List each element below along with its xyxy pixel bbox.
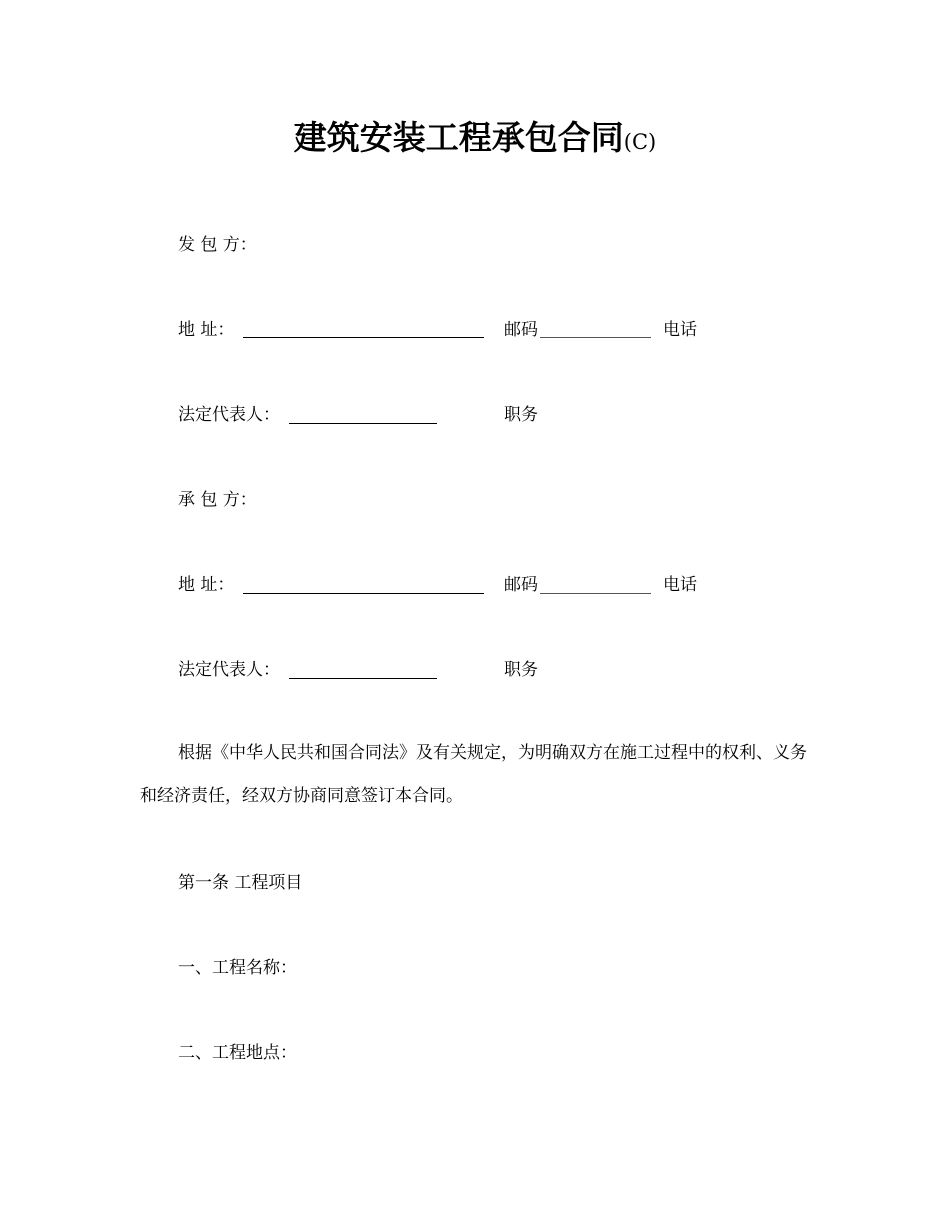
contractor-phone-label: 电话 [663,575,697,595]
employer-phone-label: 电话 [663,320,697,340]
article-1-heading: 第一条 工程项目 [178,873,303,893]
employer-postcode-label: 邮码 [504,320,538,340]
contractor-position-label: 职务 [504,660,538,680]
contractor-legal-rep-blank[interactable] [289,678,437,679]
title-text: 建筑安装工程承包合同 [293,118,624,157]
employer-position-label: 职务 [504,405,538,425]
article-1-item-1: 一、工程名称： [178,958,297,978]
employer-legal-rep-label: 法定代表人： [178,405,280,425]
page-title [0,112,950,159]
article-1-item-2: 二、工程地点： [178,1043,297,1063]
contractor-address-blank[interactable] [243,593,484,594]
preamble-paragraph: 根据《中华人民共和国合同法》及有关规定，为明确双方在施工过程中的权利、义务和经济责任，经双方协商同意签订本合同。 [140,743,807,806]
employer-address-blank[interactable] [243,337,484,338]
employer-address-label: 地 址： [178,320,235,340]
employer-postcode-blank[interactable] [540,337,651,338]
contractor-postcode-blank[interactable] [540,593,651,594]
contractor-label: 承 包 方： [178,490,257,510]
employer-legal-rep-blank[interactable] [289,423,437,424]
contractor-legal-rep-label: 法定代表人： [178,660,280,680]
contractor-address-label: 地 址： [178,575,235,595]
contractor-postcode-label: 邮码 [504,575,538,595]
employer-label: 发 包 方： [178,235,257,255]
title-suffix: (C) [623,130,657,154]
